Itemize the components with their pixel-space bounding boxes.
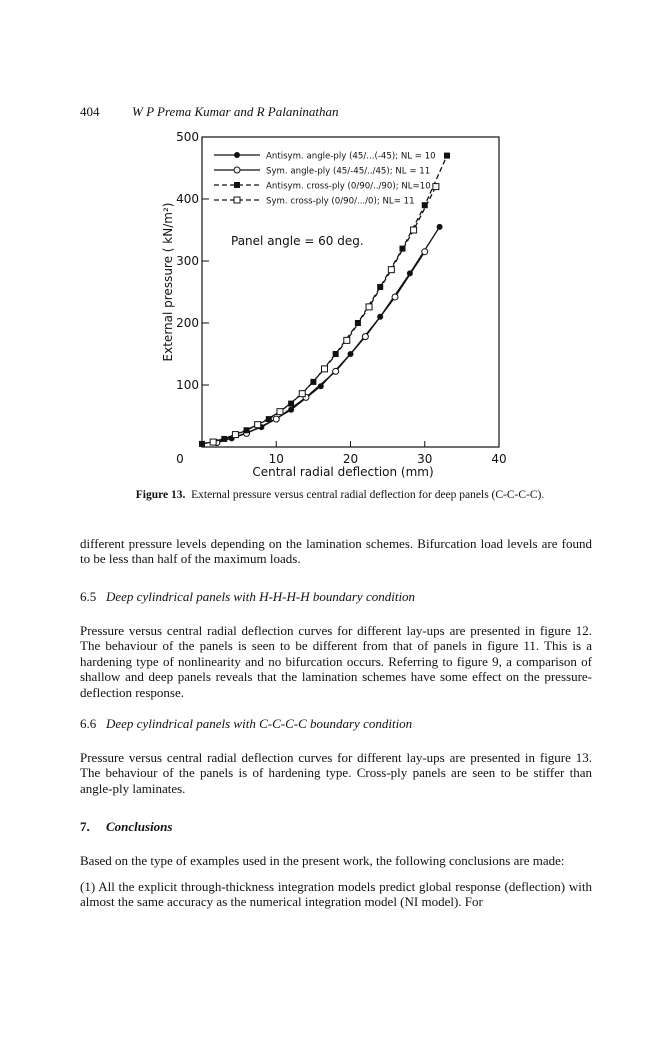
series-line — [213, 187, 436, 442]
data-point — [433, 184, 439, 190]
data-point — [392, 294, 398, 300]
data-point — [299, 391, 305, 397]
data-point — [388, 267, 394, 273]
paragraph-6-5: Pressure versus central radial deflection curves for different lay-ups are presented in figure 12. The behaviour of the panels is seen to be different from that of panels in figure 11. This is a hardening type of nonlinearity and no bifurcation occurs. Referring to figure 9, a comparison of shallow and deep panels reveals that the lamination schemes have some effect on the pressure-deflection response. — [80, 623, 592, 700]
paragraph-conclusion-1: (1) All the explicit through-thickness integration models predict global response (deflection) with almost the same accuracy as the numerical integration model (NI model). For — [80, 879, 592, 910]
series-line — [217, 252, 425, 443]
data-point — [333, 368, 339, 374]
figure-13-chart — [0, 0, 672, 490]
data-point — [277, 409, 283, 415]
data-point — [344, 337, 350, 343]
series-2 — [214, 249, 428, 446]
series-1 — [199, 224, 443, 447]
figure-label: Figure 13. — [135, 489, 186, 501]
section-number: 7. — [80, 819, 90, 834]
section-6-5-heading — [80, 589, 592, 605]
y-tick-label: 200 — [176, 316, 199, 330]
legend-label: Sym. angle-ply (45/-45/../45); NL = 11 — [266, 166, 431, 177]
y-tick-label: 500 — [176, 130, 199, 144]
data-point — [322, 366, 328, 372]
data-point — [273, 416, 279, 422]
legend-marker — [234, 197, 240, 203]
section-7-heading — [80, 819, 592, 835]
x-tick-label: 40 — [491, 452, 507, 466]
paragraph-6-6: Pressure versus central radial deflection curves for different lay-ups are presented in figure 13. The behaviour of the panels is of hardening type. Cross-ply panels are seen to be stiffer than angle-ply laminates. — [80, 750, 592, 796]
x-tick-label: 20 — [342, 452, 359, 466]
section-title: Deep cylindrical panels with C-C-C-C boundary condition — [106, 716, 413, 731]
data-point — [366, 304, 372, 310]
data-point — [411, 227, 417, 233]
page-number: 404 — [80, 104, 100, 119]
data-point — [199, 441, 205, 447]
series-4 — [210, 181, 439, 445]
legend-marker — [234, 152, 240, 158]
section-number: 6.6 — [80, 716, 97, 731]
figure-caption — [80, 489, 600, 501]
paragraph-conclusions-intro: Based on the type of examples used in the present work, the following conclusions are made: — [80, 853, 565, 868]
data-point — [444, 153, 450, 159]
x-axis-label: Central radial deflection (mm) — [252, 465, 434, 479]
running-head-authors: W P Prema Kumar and R Palaninathan — [132, 104, 339, 119]
section-number: 6.5 — [80, 589, 97, 604]
x-tick-label: 0 — [176, 452, 184, 466]
section-title: Deep cylindrical panels with H-H-H-H boundary condition — [106, 589, 416, 604]
y-tick-label: 300 — [176, 254, 199, 268]
section-6-6-heading — [80, 716, 592, 732]
data-point — [437, 224, 443, 230]
figure-caption-text: External pressure versus central radial deflection for deep panels (C-C-C-C). — [191, 489, 545, 501]
legend-marker — [234, 167, 240, 173]
data-point — [255, 422, 261, 428]
paragraph-bifurcation: different pressure levels depending on the lamination schemes. Bifurcation load levels are found to be less than half of the maximum loads. — [80, 536, 592, 567]
y-tick-label: 400 — [176, 192, 199, 206]
legend-label: Antisym. angle-ply (45/...(-45); NL = 10 — [266, 151, 436, 162]
section-title: Conclusions — [106, 819, 173, 834]
data-point — [232, 432, 238, 438]
data-point — [422, 249, 428, 255]
y-tick-label: 100 — [176, 378, 199, 392]
x-tick-label: 10 — [268, 452, 284, 466]
panel-angle-annotation: Panel angle = 60 deg. — [231, 234, 364, 248]
legend-marker — [234, 182, 240, 188]
legend-label: Sym. cross-ply (0/90/.../0); NL= 11 — [266, 196, 415, 207]
legend-label: Antisym. cross-ply (0/90/../90); NL=10 — [266, 181, 431, 192]
data-point — [210, 439, 216, 445]
x-tick-label: 30 — [417, 452, 433, 466]
series-line — [202, 227, 440, 444]
y-axis-label: External pressure ( kN/m²) — [161, 202, 175, 362]
data-point — [362, 334, 368, 340]
